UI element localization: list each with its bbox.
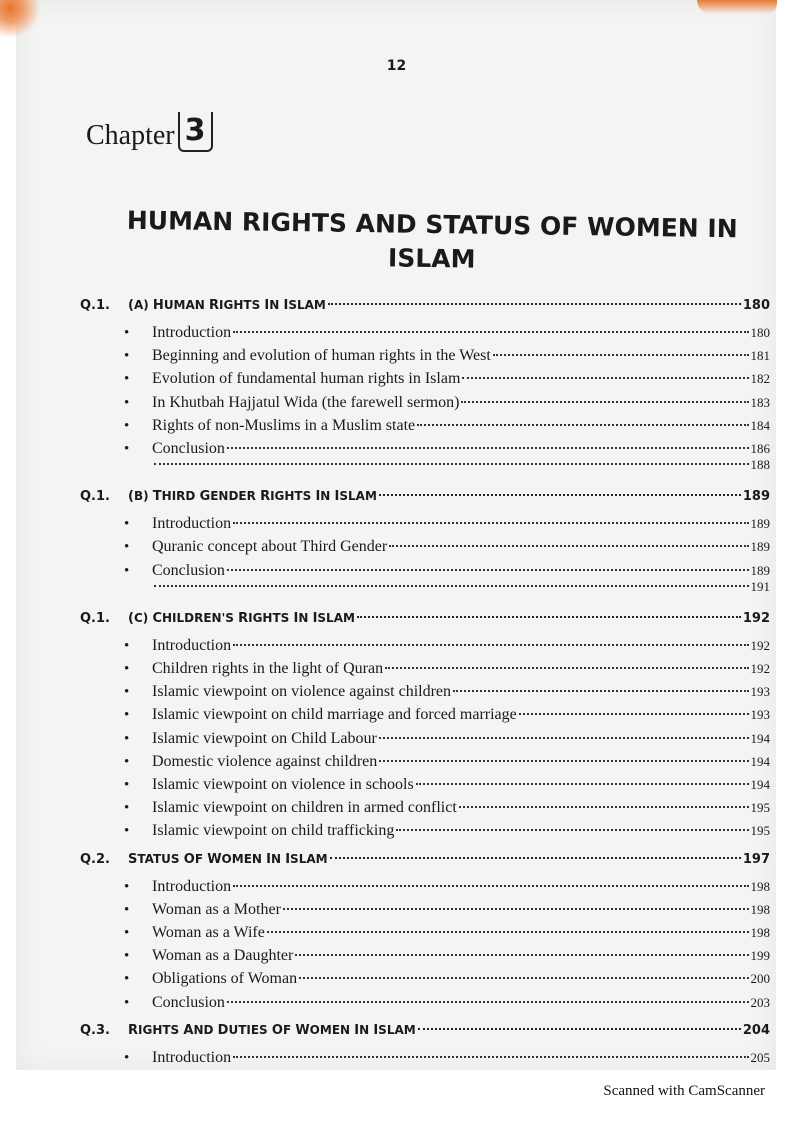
leader-dots [283, 908, 749, 910]
bullet-icon: • [124, 417, 130, 434]
bullet-icon: • [124, 800, 130, 817]
item-title: Rights of non-Muslims in a Muslim state [152, 416, 416, 434]
leader-dots [416, 783, 749, 785]
section-title: RIGHTS AND DUTIES OF WOMEN IN ISLAM [128, 1022, 416, 1038]
toc-item-row [124, 538, 770, 556]
item-page: 184 [750, 417, 770, 433]
item-page: 188 [750, 457, 770, 473]
leader-dots [328, 303, 741, 305]
item-page: 192 [750, 637, 770, 653]
bullet-icon: • [124, 901, 130, 918]
bullet-icon: • [124, 777, 130, 793]
leader-dots [295, 954, 748, 956]
toc-item-row [124, 799, 770, 817]
leader-dots [389, 545, 748, 547]
toc-trailing-row [152, 457, 770, 473]
leader-dots [453, 690, 748, 692]
leader-dots [519, 713, 749, 715]
bullet-icon: • [124, 707, 130, 724]
item-page: 193 [750, 707, 770, 723]
section-page: 197 [742, 851, 770, 867]
leader-dots [417, 424, 748, 426]
bullet-icon: • [124, 948, 130, 965]
toc-item-row [124, 776, 770, 794]
bullet-icon: • [124, 753, 130, 770]
bullet-icon: • [124, 371, 130, 388]
toc-item-row [124, 753, 770, 771]
item-title: Conclusion [152, 561, 225, 579]
bullet-icon: • [124, 684, 130, 701]
section-title: (A) HUMAN RIGHTS IN ISLAM [128, 298, 326, 313]
toc-item-row [124, 660, 770, 678]
leader-dots [233, 644, 748, 646]
leader-dots [379, 494, 741, 496]
toc-section-row [80, 489, 770, 504]
bullet-icon: • [124, 562, 130, 579]
leader-dots [385, 667, 748, 669]
item-title: Evolution of fundamental human rights in Islam [152, 370, 461, 388]
toc-trailing-row [152, 579, 770, 595]
item-title: Woman as a Daughter [152, 947, 294, 965]
toc-item-row [124, 515, 770, 533]
question-number: Q.1. [80, 298, 110, 313]
section-page: 180 [742, 298, 770, 313]
leader-dots [154, 585, 749, 587]
bullet-icon: • [124, 348, 130, 365]
item-page: 186 [750, 441, 770, 456]
leader-dots [418, 1028, 741, 1030]
bullet-icon: • [124, 925, 130, 941]
leader-dots [396, 829, 748, 831]
item-page: 189 [750, 562, 770, 578]
toc-item-row [124, 947, 770, 965]
item-page: 193 [750, 684, 770, 700]
item-title: Obligations of Woman [152, 970, 298, 988]
item-page: 200 [750, 971, 770, 987]
item-page: 183 [750, 394, 770, 410]
chapter-title: HUMAN RIGHTS AND STATUS OF WOMEN IN ISLAM [126, 205, 738, 274]
bullet-icon: • [124, 994, 130, 1011]
leader-dots [227, 1001, 749, 1003]
section-page: 204 [742, 1022, 770, 1038]
item-page: 191 [750, 578, 770, 594]
item-page: 194 [750, 777, 770, 792]
toc-section-row [80, 852, 770, 867]
item-page: 181 [750, 348, 770, 364]
section-title: (C) CHILDREN'S RIGHTS IN ISLAM [128, 610, 355, 626]
toc-item-row [124, 394, 770, 412]
chapter-heading [86, 112, 213, 152]
item-title: Beginning and evolution of human rights in the West [152, 347, 491, 365]
item-page: 182 [750, 371, 770, 387]
item-page: 180 [750, 325, 770, 340]
leader-dots [330, 857, 741, 859]
bullet-icon: • [124, 823, 130, 840]
toc-section-row [80, 1023, 770, 1038]
bullet-icon: • [124, 971, 130, 988]
chapter-number: 3 [178, 112, 213, 152]
toc-item-row [124, 347, 770, 365]
toc-item-row [124, 970, 770, 988]
item-title: Woman as a Wife [152, 924, 265, 941]
toc-item-row [124, 417, 770, 435]
item-page: 189 [750, 516, 770, 532]
leader-dots [233, 331, 748, 333]
leader-dots [227, 447, 749, 449]
item-title: Islamic viewpoint on child trafficking [152, 822, 395, 840]
toc-item-row [124, 440, 770, 458]
toc-item-row [124, 706, 770, 724]
section-title: (B) THIRD GENDER RIGHTS IN ISLAM [128, 489, 377, 505]
question-number: Q.1. [80, 610, 110, 626]
leader-dots [459, 806, 749, 808]
item-title: Woman as a Mother [152, 900, 281, 918]
item-title: Islamic viewpoint on Child Labour [152, 729, 377, 747]
bullet-icon: • [124, 1049, 130, 1066]
toc-item-row [124, 370, 770, 388]
item-title: Introduction [152, 324, 232, 341]
item-title: Islamic viewpoint on violence against children [152, 683, 452, 701]
toc-item-row [124, 1049, 770, 1067]
scan-edge-left [0, 0, 40, 38]
leader-dots [357, 616, 741, 618]
item-title: Introduction [152, 636, 232, 654]
scanner-watermark: Scanned with CamScanner [603, 1083, 765, 1099]
leader-dots [462, 377, 748, 379]
section-page: 189 [742, 489, 770, 505]
toc-item-row [124, 637, 770, 655]
item-title: Islamic viewpoint on violence in schools [152, 776, 414, 793]
item-page: 198 [750, 878, 770, 894]
toc-item-row [124, 901, 770, 919]
bullet-icon: • [124, 394, 130, 411]
toc-section-row [80, 298, 770, 313]
leader-dots [379, 737, 749, 739]
item-page: 192 [750, 661, 770, 676]
toc-item-row [124, 324, 770, 342]
section-page: 192 [742, 610, 770, 626]
item-title: Domestic violence against children [152, 752, 378, 770]
section-title: STATUS OF WOMEN IN ISLAM [128, 851, 328, 867]
item-title: Introduction [152, 515, 232, 533]
toc-item-row [124, 822, 770, 840]
item-page: 198 [750, 925, 770, 940]
item-page: 195 [750, 800, 770, 816]
item-title: Islamic viewpoint on children in armed conflict [152, 799, 457, 817]
item-title: Introduction [152, 1048, 232, 1066]
scan-edge-right [697, 0, 777, 14]
item-page: 195 [750, 823, 770, 839]
bullet-icon: • [124, 325, 130, 341]
bullet-icon: • [124, 661, 130, 677]
item-page: 194 [750, 730, 770, 746]
bullet-icon: • [124, 539, 130, 556]
toc-item-row [124, 683, 770, 701]
question-number: Q.1. [80, 489, 110, 505]
item-title: Quranic concept about Third Gender [152, 538, 388, 556]
item-page: 199 [750, 948, 770, 964]
leader-dots [227, 569, 749, 571]
item-title: Introduction [152, 877, 232, 895]
toc-section-row [80, 611, 770, 626]
item-title: Islamic viewpoint on child marriage and forced marriage [152, 706, 517, 724]
toc-item-row [124, 562, 770, 580]
leader-dots [461, 401, 748, 403]
question-number: Q.2. [80, 851, 110, 867]
leader-dots [233, 885, 748, 887]
item-title: In Khutbah Hajjatul Wida (the farewell sermon) [152, 393, 460, 411]
chapter-word: Chapter [86, 120, 175, 151]
leader-dots [233, 522, 748, 524]
bullet-icon: • [124, 730, 130, 747]
bullet-icon: • [124, 516, 130, 533]
leader-dots [299, 977, 748, 979]
item-page: 194 [750, 753, 770, 769]
leader-dots [233, 1056, 748, 1058]
item-title: Children rights in the light of Quran [152, 660, 384, 677]
bullet-icon: • [124, 878, 130, 895]
toc-item-row [124, 878, 770, 896]
toc-item-row [124, 994, 770, 1012]
item-title: Conclusion [152, 440, 225, 457]
leader-dots [493, 354, 749, 356]
bullet-icon: • [124, 441, 130, 457]
leader-dots [267, 931, 749, 933]
item-page: 198 [750, 901, 770, 917]
leader-dots [379, 760, 748, 762]
leader-dots [154, 463, 749, 465]
item-page: 189 [750, 539, 770, 555]
page-number: 12 [386, 58, 407, 74]
item-title: Conclusion [152, 993, 225, 1011]
item-page: 203 [750, 994, 770, 1010]
toc-item-row [124, 924, 770, 942]
toc-item-row [124, 730, 770, 748]
question-number: Q.3. [80, 1022, 110, 1038]
item-page: 205 [750, 1049, 770, 1065]
bullet-icon: • [124, 637, 130, 654]
